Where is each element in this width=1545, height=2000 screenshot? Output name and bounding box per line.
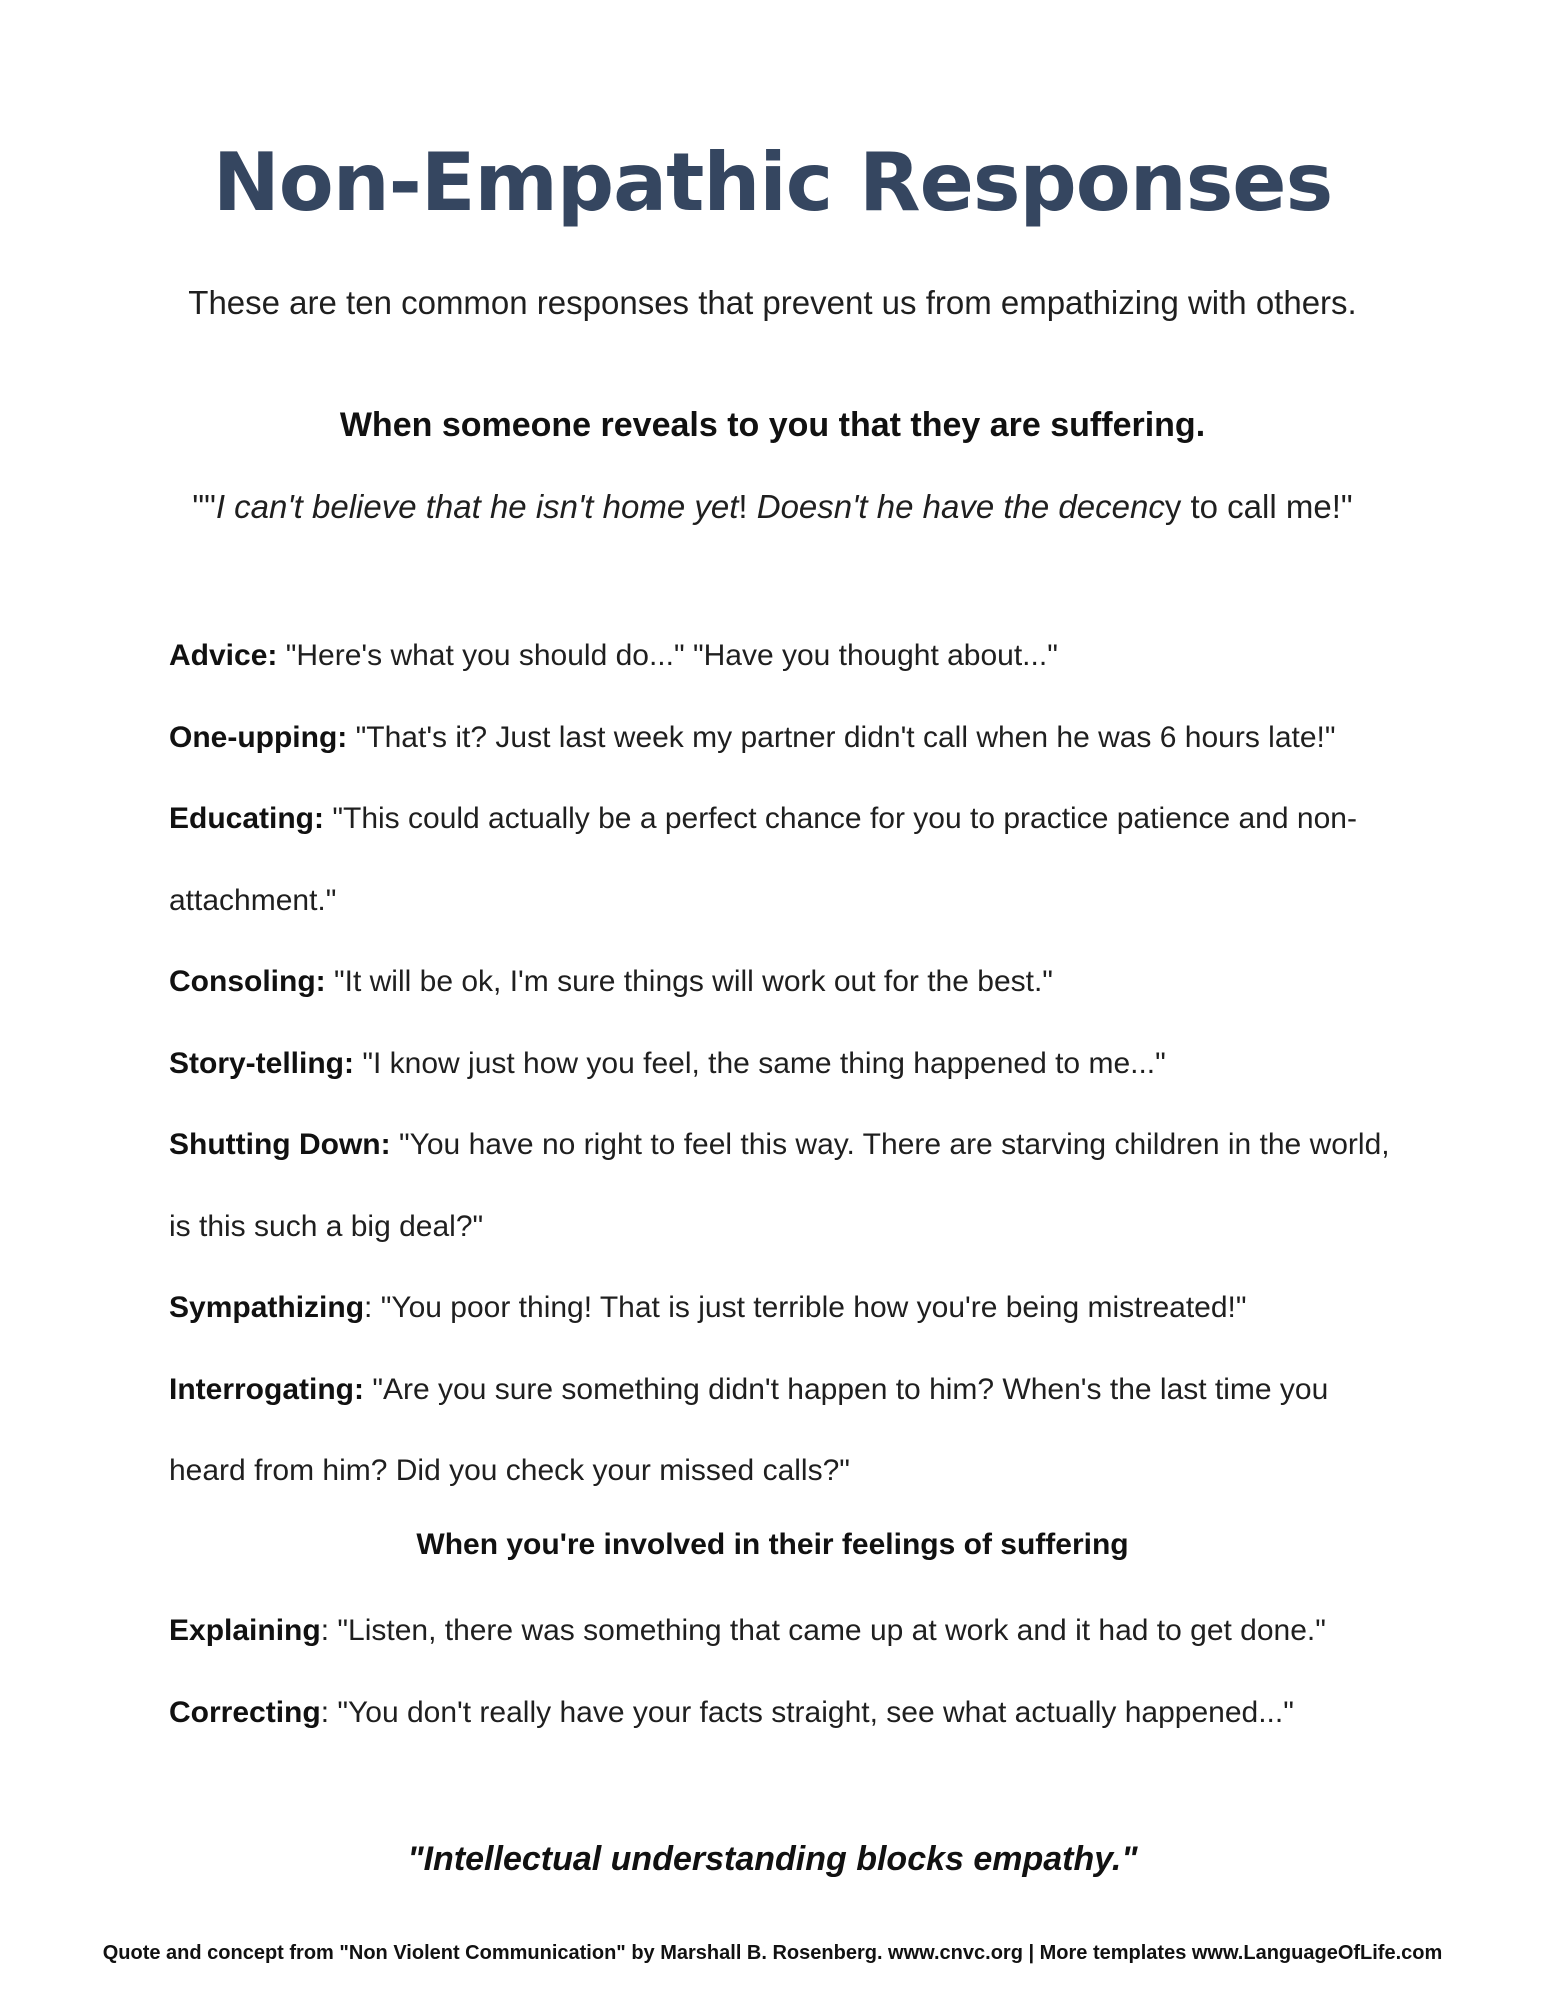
response-entry-consoling <box>169 941 1409 1023</box>
response-example: "You have no right to feel this way. There are starving children in the world, is this such a big deal?" <box>169 1128 1390 1243</box>
response-term: Sympathizing <box>169 1291 365 1324</box>
closing-quote: "Intellectual understanding blocks empathy." <box>407 1840 1138 1878</box>
response-term: Interrogating: <box>169 1372 364 1406</box>
quote-exclamation: ! <box>738 488 757 525</box>
quote-suffix: y to call me!" <box>1164 488 1353 525</box>
response-separator <box>391 1128 399 1161</box>
response-example: "That's it? Just last week my partner didn't call when he was 6 hours late!" <box>355 720 1336 754</box>
response-separator <box>277 639 285 672</box>
response-term: One-upping: <box>169 720 348 754</box>
response-example: "Here's what you should do..." "Have you thought about..." <box>285 639 1058 672</box>
response-list-suffering <box>169 615 1409 1512</box>
response-separator <box>347 721 355 754</box>
response-separator <box>326 965 334 998</box>
section-heading-involved: When you're involved in their feelings of suffering <box>416 1528 1129 1561</box>
footer-credits: Quote and concept from "Non Violent Communication" by Marshall B. Rosenberg. www.cnvc.org | More templates www.LanguageOfLife.com <box>102 1942 1443 1964</box>
example-quote <box>0 488 1545 526</box>
response-term: Correcting <box>169 1695 321 1729</box>
section-heading-suffering: When someone reveals to you that they are suffering. <box>339 406 1206 444</box>
response-term: Educating: <box>169 802 324 835</box>
response-entry-explaining <box>169 1590 1409 1672</box>
response-entry-educating <box>169 778 1409 941</box>
response-entry-shutting-down <box>169 1104 1409 1267</box>
response-example: "It will be ok, I'm sure things will work out for the best." <box>333 965 1053 998</box>
response-example: "Listen, there was something that came up at work and it had to get done." <box>337 1614 1326 1647</box>
intro-text: These are ten common responses that prevent us from empathizing with others. <box>188 284 1357 321</box>
response-example: "Are you sure something didn't happen to him? When's the last time you heard from him? Did you check your missed calls?" <box>169 1372 1329 1487</box>
response-term: Shutting Down: <box>169 1128 391 1161</box>
quote-italic-part-1: I can't believe that he isn't home yet <box>215 488 739 525</box>
response-example: "You don't really have your facts straight, see what actually happened..." <box>337 1695 1294 1729</box>
response-example: "This could actually be a perfect chance for you to practice patience and non-attachment." <box>169 802 1357 917</box>
response-separator: : <box>320 1614 338 1647</box>
response-term: Explaining <box>169 1614 321 1647</box>
quote-prefix: "" <box>192 488 216 525</box>
response-term: Consoling: <box>169 965 326 998</box>
page-title: Non-Empathic Responses <box>212 136 1333 229</box>
response-separator: : <box>320 1695 338 1729</box>
response-entry-sympathizing <box>169 1267 1409 1349</box>
response-entry-one-upping <box>169 697 1409 779</box>
response-entry-advice <box>169 615 1409 697</box>
response-example: "I know just how you feel, the same thing happened to me..." <box>362 1046 1166 1080</box>
response-entry-correcting <box>169 1672 1409 1754</box>
response-entry-story-telling <box>169 1023 1409 1105</box>
response-list-involved <box>169 1590 1409 1753</box>
quote-italic-part-2: Doesn't he have the decenc <box>756 488 1165 525</box>
response-entry-interrogating <box>169 1349 1409 1512</box>
response-example: "You poor thing! That is just terrible how you're being mistreated!" <box>380 1291 1247 1324</box>
response-term: Story-telling: <box>169 1046 354 1080</box>
response-separator: : <box>364 1291 381 1324</box>
response-term: Advice: <box>169 639 278 672</box>
